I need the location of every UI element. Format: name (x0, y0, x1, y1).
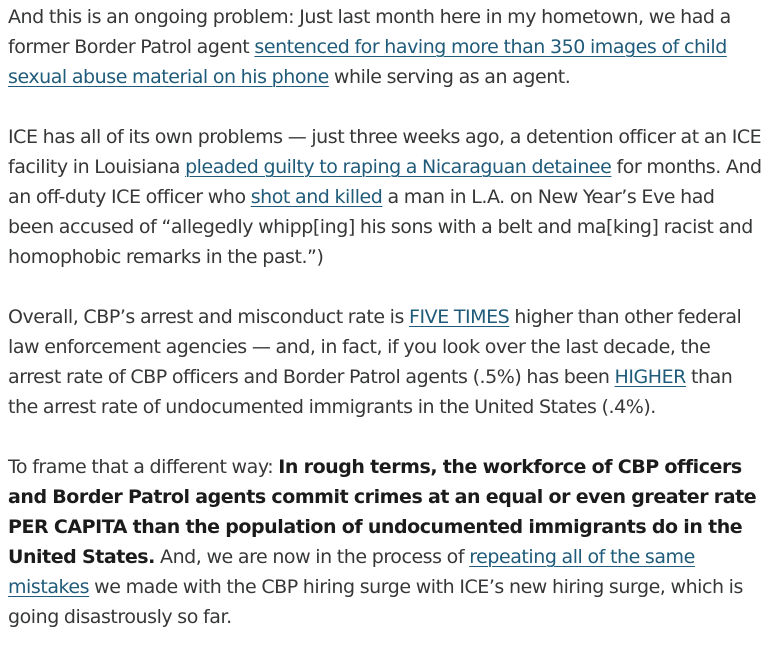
paragraph-text: Overall, CBP’s arrest and misconduct rate is (8, 306, 410, 328)
paragraph-text: a man in L.A. on New Year’s Eve had been accused of “allegedly whipp[ing] his sons with a belt and ma[king] racist and homophobic remarks in the past.”) (8, 186, 753, 268)
article-body (0, 2, 766, 632)
link-five-times[interactable]: FIVE TIMES (409, 306, 510, 328)
paragraph-arrest-rate (8, 302, 762, 422)
link-sentenced-agent[interactable]: sentenced for having more than 350 images of child sexual abuse material on his phone (8, 36, 727, 88)
bold-statement: In rough terms, the workforce of CBP officers and Border Patrol agents commit crimes at an equal or even greater rate PER CAPITA than the population of undocumented immigrants do in the United States. (8, 456, 757, 568)
paragraph-text: And, we are now in the process of (154, 546, 470, 568)
link-higher[interactable]: HIGHER (614, 366, 686, 388)
paragraph-frame-different-way (8, 452, 762, 632)
paragraph-hometown-case (8, 2, 762, 92)
paragraph-text: higher than other federal law enforcement agencies — and, in fact, if you look over the last decade, the arrest rate of CBP officers and Border Patrol agents (.5%) has been (8, 306, 742, 388)
link-shot-and-killed[interactable]: shot and killed (250, 186, 383, 208)
paragraph-text: than the arrest rate of undocumented immigrants in the United States (.4%). (8, 366, 733, 418)
paragraph-ice-problems (8, 122, 762, 272)
paragraph-text: ICE has all of its own problems — just three weeks ago, a detention officer at an ICE facility in Louisiana (8, 126, 762, 178)
paragraph-text: while serving as an agent. (328, 66, 571, 88)
link-repeating-mistakes[interactable]: repeating all of the same mistakes (8, 546, 695, 598)
paragraph-text: we made with the CBP hiring surge with ICE’s new hiring surge, which is going disastrously so far. (8, 576, 743, 628)
paragraph-text: for months. And an off-duty ICE officer who (8, 156, 762, 208)
paragraph-text: And this is an ongoing problem: Just last month here in my hometown, we had a former Border Patrol agent (8, 6, 731, 58)
paragraph-text: To frame that a different way: (8, 456, 279, 478)
link-pleaded-guilty[interactable]: pleaded guilty to raping a Nicaraguan detainee (185, 156, 612, 178)
